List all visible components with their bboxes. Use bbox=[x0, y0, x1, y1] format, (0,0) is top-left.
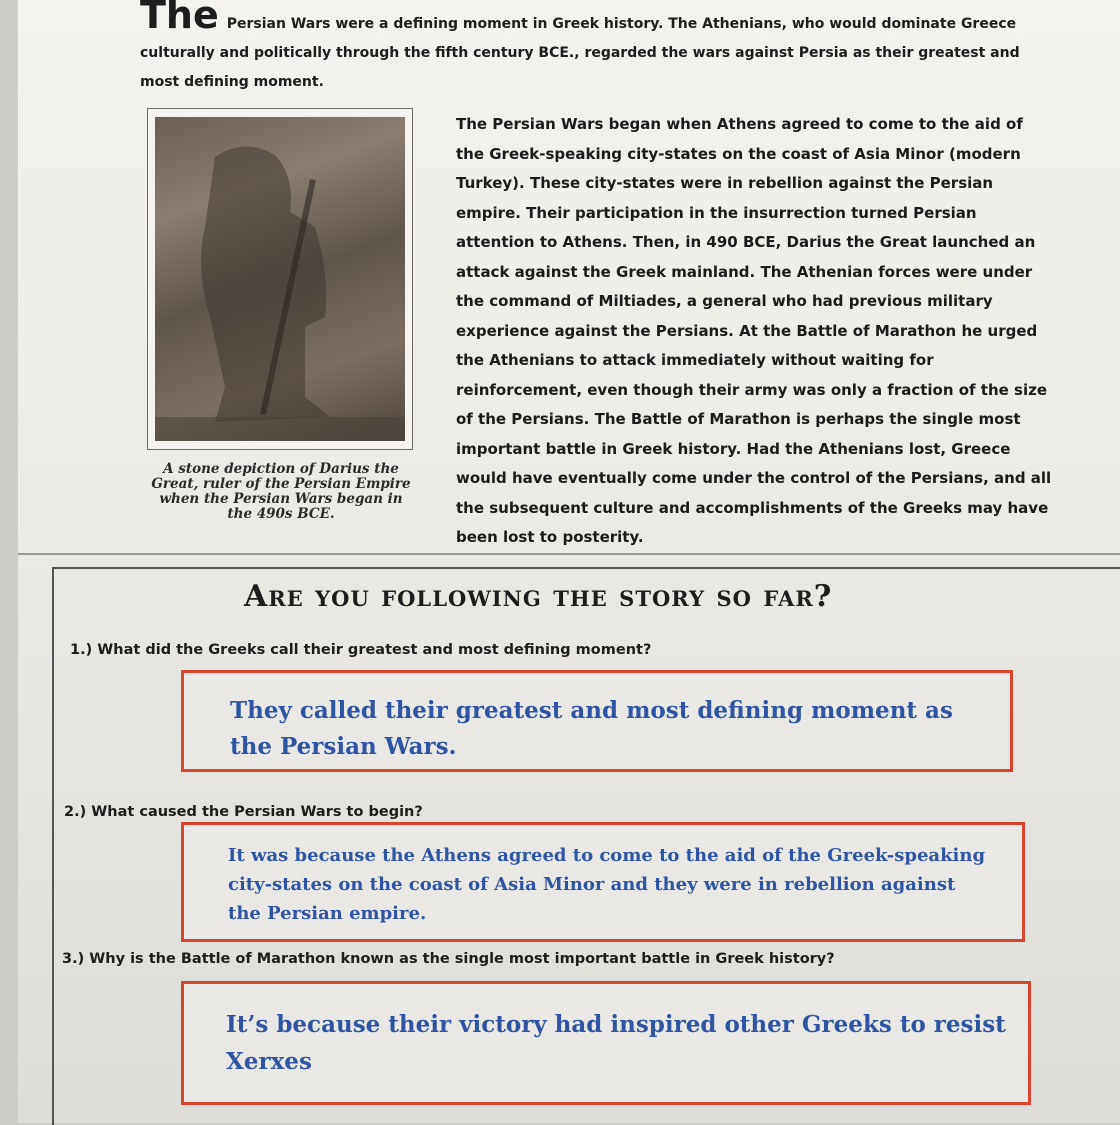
question-1: 1.) What did the Greeks call their greatest and most defining moment? bbox=[70, 642, 652, 658]
section-divider bbox=[18, 553, 1120, 555]
answer-2-text: It was because the Athens agreed to come to the aid of the Greek-speaking city-states on the coast of Asia Minor and they were in rebellion against the Persian empire. bbox=[228, 845, 986, 924]
answer-3-box[interactable] bbox=[181, 981, 1031, 1105]
answer-1-text: They called their greatest and most defining moment as the Persian Wars. bbox=[230, 697, 953, 760]
darius-figure bbox=[147, 108, 413, 450]
answer-1-box[interactable] bbox=[181, 670, 1013, 772]
answer-2-box[interactable] bbox=[181, 822, 1025, 942]
intro-paragraph bbox=[140, 2, 1040, 97]
answer-3-text: It’s because their victory had inspired other Greeks to resist Xerxes bbox=[226, 1011, 1006, 1075]
question-3: 3.) Why is the Battle of Marathon known as the single most important battle in Greek history? bbox=[62, 951, 835, 967]
question-2: 2.) What caused the Persian Wars to begin? bbox=[64, 804, 423, 820]
relief-silhouette bbox=[155, 117, 405, 441]
body-paragraph: The Persian Wars began when Athens agreed to come to the aid of the Greek-speaking city-states on the coast of Asia Minor (modern Turkey). These city-states were in rebellion against the Persian empire. Their participation in the insurrection turned Persian attention to Athens. Then, in 490 BCE, Darius the Great launched an attack against the Greek mainland. The Athenian forces were under the command of Miltiades, a general who had previous military experience against the Persians. At the Battle of Marathon he urged the Athenians to attack immediately without waiting for reinforcement, even though their army was only a fraction of the size of the Persians. The Battle of Marathon is perhaps the single most important battle in Greek history. Had the Athenians lost, Greece would have eventually come under the control of the Persians, and all the subsequent culture and accomplishments of the Greeks may have been lost to posterity. bbox=[456, 115, 1052, 546]
intro-text: Persian Wars were a defining moment in Greek history. The Athenians, who would dominate Greece culturally and politically through the fifth century BCE., regarded the wars against Persia as their greatest and most defining moment. bbox=[140, 16, 1020, 90]
figure-caption: A stone depiction of Darius the Great, ruler of the Persian Empire when the Persian Wars began in the 490s BCE. bbox=[151, 461, 411, 522]
quiz-title: Are you following the story so far? bbox=[244, 579, 833, 614]
darius-relief-image bbox=[155, 117, 405, 441]
intro-drop-word: The bbox=[140, 0, 219, 37]
